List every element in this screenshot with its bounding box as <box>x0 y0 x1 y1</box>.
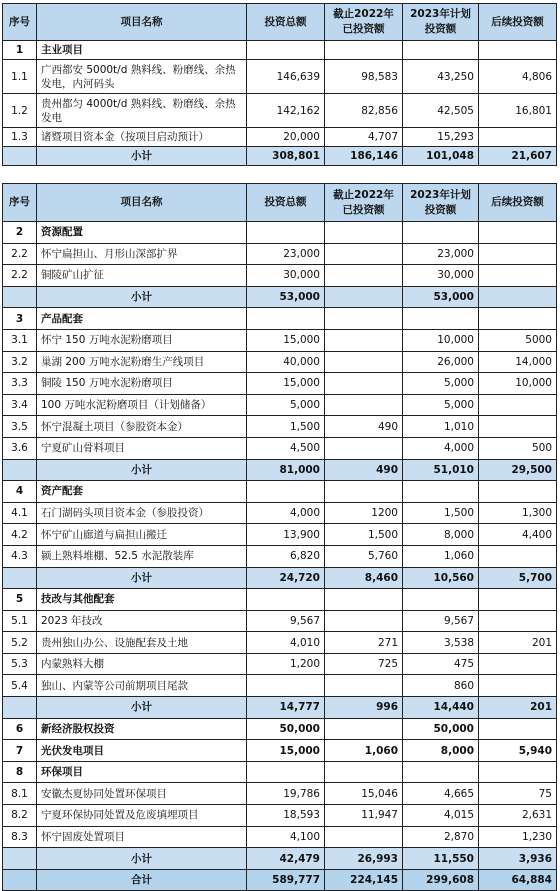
cell-planned-2023: 50,000 <box>403 718 479 740</box>
cell-invested-2022: 186,146 <box>325 147 403 166</box>
cell-invested-2022 <box>325 761 403 783</box>
cell-invested-2022 <box>325 329 403 351</box>
cell-total-investment: 15,000 <box>247 329 325 351</box>
subtotal-row <box>3 697 557 719</box>
cell-index: 4.1 <box>3 502 37 524</box>
cell-planned-2023: 4,665 <box>403 783 479 805</box>
cell-index: 6 <box>3 718 37 740</box>
cell-index: 1.1 <box>3 60 37 94</box>
cell-planned-2023: 30,000 <box>403 265 479 287</box>
cell-total-investment: 15,000 <box>247 373 325 395</box>
investment-table-main <box>2 3 557 166</box>
cell-subsequent: 4,806 <box>479 60 557 94</box>
cell-index <box>3 567 37 589</box>
cell-index: 5.4 <box>3 675 37 697</box>
cell-total-investment: 20,000 <box>247 128 325 147</box>
cell-total-investment: 23,000 <box>247 243 325 265</box>
cell-total-investment: 13,900 <box>247 524 325 546</box>
cell-planned-2023: 53,000 <box>403 286 479 308</box>
cell-invested-2022 <box>325 610 403 632</box>
total-row <box>3 869 557 891</box>
cell-index <box>3 147 37 166</box>
cell-total-investment: 142,162 <box>247 94 325 128</box>
header-row <box>3 184 557 222</box>
header-total-investment: 投资总额 <box>247 4 325 41</box>
cell-project-name: 小计 <box>37 848 247 870</box>
cell-project-name: 独山、内蒙等公司前期项目尾款 <box>37 675 247 697</box>
header-planned-2023: 2023年计划投资额 <box>403 184 479 222</box>
cell-project-name: 诸暨项目资本金（按项目启动预计） <box>37 128 247 147</box>
cell-invested-2022: 1,060 <box>325 740 403 762</box>
cell-index: 8.1 <box>3 783 37 805</box>
cell-invested-2022: 4,707 <box>325 128 403 147</box>
cell-project-name: 小计 <box>37 697 247 719</box>
cell-total-investment: 308,801 <box>247 147 325 166</box>
cell-invested-2022: 5,760 <box>325 545 403 567</box>
table-row <box>3 265 557 287</box>
cell-project-name: 小计 <box>37 459 247 481</box>
cell-project-name: 怀宁 150 万吨水泥粉磨项目 <box>37 329 247 351</box>
cell-index <box>3 286 37 308</box>
cell-total-investment: 15,000 <box>247 740 325 762</box>
cell-project-name: 怀宁固废处置项目 <box>37 826 247 848</box>
cell-invested-2022 <box>325 222 403 244</box>
cell-planned-2023: 42,505 <box>403 94 479 128</box>
cell-total-investment: 589,777 <box>247 869 325 891</box>
cell-planned-2023: 10,560 <box>403 567 479 589</box>
cell-project-name: 2023 年技改 <box>37 610 247 632</box>
cell-project-name: 内蒙熟料大棚 <box>37 653 247 675</box>
cell-invested-2022: 82,856 <box>325 94 403 128</box>
table-row <box>3 373 557 395</box>
cell-subsequent: 10,000 <box>479 373 557 395</box>
cell-subsequent: 1,230 <box>479 826 557 848</box>
cell-planned-2023: 26,000 <box>403 351 479 373</box>
header-index: 序号 <box>3 4 37 41</box>
cell-invested-2022 <box>325 373 403 395</box>
cell-subsequent <box>479 416 557 438</box>
cell-subsequent: 2,631 <box>479 805 557 827</box>
cell-project-name: 合计 <box>37 869 247 891</box>
cell-subsequent <box>479 41 557 60</box>
section-row <box>3 718 557 740</box>
cell-planned-2023: 11,550 <box>403 848 479 870</box>
subtotal-row <box>3 567 557 589</box>
table-row <box>3 545 557 567</box>
cell-subsequent: 201 <box>479 632 557 654</box>
cell-subsequent <box>479 128 557 147</box>
header-subsequent: 后续投资额 <box>479 184 557 222</box>
section-row <box>3 41 557 60</box>
cell-total-investment: 5,000 <box>247 394 325 416</box>
cell-index: 1.3 <box>3 128 37 147</box>
cell-planned-2023: 51,010 <box>403 459 479 481</box>
cell-project-name: 资产配套 <box>37 481 247 503</box>
cell-total-investment: 40,000 <box>247 351 325 373</box>
cell-project-name: 资源配置 <box>37 222 247 244</box>
cell-invested-2022 <box>325 718 403 740</box>
table-row <box>3 524 557 546</box>
cell-planned-2023: 23,000 <box>403 243 479 265</box>
subtotal-row <box>3 848 557 870</box>
cell-planned-2023: 299,608 <box>403 869 479 891</box>
cell-planned-2023: 860 <box>403 675 479 697</box>
cell-subsequent <box>479 675 557 697</box>
cell-project-name: 光伏发电项目 <box>37 740 247 762</box>
cell-project-name: 贵州都匀 4000t/d 熟料线、粉磨线、余热发电 <box>37 94 247 128</box>
cell-index: 2 <box>3 222 37 244</box>
table-row <box>3 351 557 373</box>
cell-index: 1.2 <box>3 94 37 128</box>
table-row <box>3 783 557 805</box>
cell-planned-2023: 101,048 <box>403 147 479 166</box>
cell-invested-2022 <box>325 826 403 848</box>
cell-project-name: 小计 <box>37 567 247 589</box>
table-body <box>3 222 557 891</box>
cell-subsequent: 29,500 <box>479 459 557 481</box>
cell-subsequent <box>479 308 557 330</box>
cell-invested-2022 <box>325 675 403 697</box>
cell-planned-2023: 10,000 <box>403 329 479 351</box>
cell-planned-2023 <box>403 589 479 611</box>
cell-project-name: 100 万吨水泥粉磨项目（计划储备） <box>37 394 247 416</box>
cell-total-investment: 4,100 <box>247 826 325 848</box>
cell-index: 3.3 <box>3 373 37 395</box>
cell-project-name: 宁夏环保协同处置及危废填埋项目 <box>37 805 247 827</box>
cell-index: 4 <box>3 481 37 503</box>
header-row <box>3 4 557 41</box>
cell-project-name: 铜陵矿山扩征 <box>37 265 247 287</box>
cell-invested-2022 <box>325 481 403 503</box>
cell-total-investment <box>247 41 325 60</box>
cell-index: 5.3 <box>3 653 37 675</box>
cell-total-investment <box>247 761 325 783</box>
table-row <box>3 675 557 697</box>
cell-planned-2023: 14,440 <box>403 697 479 719</box>
cell-invested-2022 <box>325 394 403 416</box>
cell-planned-2023: 5,000 <box>403 394 479 416</box>
cell-project-name: 怀宁矿山廊道与扁担山搬迁 <box>37 524 247 546</box>
cell-index: 8.3 <box>3 826 37 848</box>
cell-invested-2022: 26,993 <box>325 848 403 870</box>
cell-total-investment: 4,000 <box>247 502 325 524</box>
cell-planned-2023: 5,000 <box>403 373 479 395</box>
cell-invested-2022: 15,046 <box>325 783 403 805</box>
cell-subsequent <box>479 589 557 611</box>
cell-subsequent <box>479 761 557 783</box>
cell-total-investment: 4,500 <box>247 437 325 459</box>
cell-invested-2022 <box>325 243 403 265</box>
cell-subsequent: 75 <box>479 783 557 805</box>
cell-subsequent: 201 <box>479 697 557 719</box>
cell-project-name: 巢湖 200 万吨水泥粉磨生产线项目 <box>37 351 247 373</box>
subtotal-row <box>3 147 557 166</box>
cell-invested-2022: 11,947 <box>325 805 403 827</box>
cell-index: 8 <box>3 761 37 783</box>
cell-total-investment: 18,593 <box>247 805 325 827</box>
header-total-investment: 投资总额 <box>247 184 325 222</box>
cell-invested-2022: 725 <box>325 653 403 675</box>
cell-index: 4.3 <box>3 545 37 567</box>
cell-index <box>3 848 37 870</box>
cell-invested-2022 <box>325 437 403 459</box>
cell-project-name: 怀宁混凝土项目（参股资本金） <box>37 416 247 438</box>
cell-invested-2022 <box>325 589 403 611</box>
cell-project-name: 宁夏矿山骨料项目 <box>37 437 247 459</box>
cell-invested-2022: 490 <box>325 459 403 481</box>
cell-planned-2023 <box>403 481 479 503</box>
cell-subsequent: 4,400 <box>479 524 557 546</box>
table-row <box>3 826 557 848</box>
cell-project-name: 颍上熟料堆棚、52.5 水泥散装库 <box>37 545 247 567</box>
cell-project-name: 小计 <box>37 147 247 166</box>
table-row <box>3 416 557 438</box>
cell-invested-2022 <box>325 286 403 308</box>
table-row <box>3 502 557 524</box>
cell-index: 2.2 <box>3 265 37 287</box>
cell-invested-2022: 271 <box>325 632 403 654</box>
table-row <box>3 329 557 351</box>
cell-project-name: 广西都安 5000t/d 熟料线、粉磨线、余热发电，内河码头 <box>37 60 247 94</box>
cell-planned-2023: 43,250 <box>403 60 479 94</box>
cell-index: 5.2 <box>3 632 37 654</box>
cell-subsequent <box>479 545 557 567</box>
cell-index: 5 <box>3 589 37 611</box>
table-row <box>3 128 557 147</box>
cell-index: 1 <box>3 41 37 60</box>
cell-total-investment: 14,777 <box>247 697 325 719</box>
cell-total-investment <box>247 589 325 611</box>
table-row <box>3 94 557 128</box>
cell-index: 3.6 <box>3 437 37 459</box>
cell-planned-2023: 1,060 <box>403 545 479 567</box>
header-invested-2022: 截止2022年已投资额 <box>325 184 403 222</box>
cell-index: 3.1 <box>3 329 37 351</box>
header-index: 序号 <box>3 184 37 222</box>
cell-total-investment <box>247 308 325 330</box>
cell-total-investment: 53,000 <box>247 286 325 308</box>
cell-total-investment: 1,200 <box>247 653 325 675</box>
cell-index: 3.2 <box>3 351 37 373</box>
cell-subsequent: 21,607 <box>479 147 557 166</box>
cell-planned-2023: 9,567 <box>403 610 479 632</box>
cell-planned-2023: 4,000 <box>403 437 479 459</box>
cell-invested-2022: 996 <box>325 697 403 719</box>
table-row <box>3 437 557 459</box>
cell-planned-2023 <box>403 308 479 330</box>
cell-planned-2023: 2,870 <box>403 826 479 848</box>
table-row <box>3 632 557 654</box>
header-project-name: 项目名称 <box>37 4 247 41</box>
cell-subsequent: 16,801 <box>479 94 557 128</box>
cell-total-investment: 19,786 <box>247 783 325 805</box>
cell-project-name: 贵州独山办公、设施配套及土地 <box>37 632 247 654</box>
section-row <box>3 740 557 762</box>
cell-invested-2022: 1,500 <box>325 524 403 546</box>
cell-project-name: 石门湖码头项目资本金（参股投资） <box>37 502 247 524</box>
section-row <box>3 589 557 611</box>
cell-subsequent <box>479 610 557 632</box>
cell-planned-2023: 3,538 <box>403 632 479 654</box>
cell-project-name: 产品配套 <box>37 308 247 330</box>
cell-project-name: 环保项目 <box>37 761 247 783</box>
table-row <box>3 243 557 265</box>
header-planned-2023: 2023年计划投资额 <box>403 4 479 41</box>
cell-planned-2023: 4,015 <box>403 805 479 827</box>
subtotal-row <box>3 459 557 481</box>
cell-total-investment <box>247 675 325 697</box>
cell-project-name: 小计 <box>37 286 247 308</box>
cell-total-investment: 30,000 <box>247 265 325 287</box>
section-row <box>3 308 557 330</box>
cell-subsequent <box>479 653 557 675</box>
cell-total-investment <box>247 222 325 244</box>
cell-index: 7 <box>3 740 37 762</box>
cell-invested-2022: 224,145 <box>325 869 403 891</box>
cell-subsequent: 14,000 <box>479 351 557 373</box>
cell-invested-2022 <box>325 41 403 60</box>
cell-index: 2.2 <box>3 243 37 265</box>
cell-project-name: 技改与其他配套 <box>37 589 247 611</box>
cell-index: 4.2 <box>3 524 37 546</box>
cell-total-investment: 42,479 <box>247 848 325 870</box>
cell-subsequent <box>479 243 557 265</box>
cell-subsequent: 64,884 <box>479 869 557 891</box>
cell-invested-2022 <box>325 265 403 287</box>
cell-index: 3.4 <box>3 394 37 416</box>
section-row <box>3 761 557 783</box>
cell-subsequent: 5000 <box>479 329 557 351</box>
table-row <box>3 394 557 416</box>
cell-total-investment: 1,500 <box>247 416 325 438</box>
cell-total-investment: 24,720 <box>247 567 325 589</box>
investment-table-continued <box>2 183 557 891</box>
cell-planned-2023 <box>403 222 479 244</box>
header-project-name: 项目名称 <box>37 184 247 222</box>
cell-subsequent: 3,936 <box>479 848 557 870</box>
cell-subsequent: 1,300 <box>479 502 557 524</box>
cell-planned-2023: 1,010 <box>403 416 479 438</box>
cell-index <box>3 459 37 481</box>
cell-subsequent <box>479 222 557 244</box>
cell-planned-2023: 475 <box>403 653 479 675</box>
cell-project-name: 新经济股权投资 <box>37 718 247 740</box>
cell-subsequent: 5,700 <box>479 567 557 589</box>
cell-total-investment <box>247 481 325 503</box>
table-row <box>3 653 557 675</box>
cell-subsequent <box>479 394 557 416</box>
cell-total-investment: 81,000 <box>247 459 325 481</box>
cell-planned-2023 <box>403 761 479 783</box>
cell-total-investment: 50,000 <box>247 718 325 740</box>
cell-project-name: 主业项目 <box>37 41 247 60</box>
cell-subsequent <box>479 718 557 740</box>
table-row <box>3 60 557 94</box>
cell-planned-2023 <box>403 41 479 60</box>
table-row <box>3 610 557 632</box>
section-row <box>3 222 557 244</box>
cell-index: 5.1 <box>3 610 37 632</box>
cell-index: 3 <box>3 308 37 330</box>
cell-planned-2023: 8,000 <box>403 524 479 546</box>
cell-invested-2022: 8,460 <box>325 567 403 589</box>
cell-index: 3.5 <box>3 416 37 438</box>
cell-index <box>3 697 37 719</box>
cell-project-name: 怀宁扁担山、月形山深部扩界 <box>37 243 247 265</box>
cell-subsequent: 5,940 <box>479 740 557 762</box>
cell-planned-2023: 8,000 <box>403 740 479 762</box>
cell-subsequent <box>479 265 557 287</box>
subtotal-row <box>3 286 557 308</box>
cell-total-investment: 9,567 <box>247 610 325 632</box>
table-row <box>3 805 557 827</box>
cell-subsequent: 500 <box>479 437 557 459</box>
cell-total-investment: 146,639 <box>247 60 325 94</box>
cell-project-name: 铜陵 150 万吨水泥粉磨项目 <box>37 373 247 395</box>
cell-invested-2022: 98,583 <box>325 60 403 94</box>
header-subsequent: 后续投资额 <box>479 4 557 41</box>
cell-invested-2022: 490 <box>325 416 403 438</box>
cell-index <box>3 869 37 891</box>
header-invested-2022: 截止2022年已投资额 <box>325 4 403 41</box>
table-body <box>3 41 557 166</box>
cell-subsequent <box>479 481 557 503</box>
cell-planned-2023: 15,293 <box>403 128 479 147</box>
cell-subsequent <box>479 286 557 308</box>
cell-index: 8.2 <box>3 805 37 827</box>
cell-planned-2023: 1,500 <box>403 502 479 524</box>
cell-total-investment: 4,010 <box>247 632 325 654</box>
cell-invested-2022: 1200 <box>325 502 403 524</box>
cell-invested-2022 <box>325 351 403 373</box>
cell-total-investment: 6,820 <box>247 545 325 567</box>
section-row <box>3 481 557 503</box>
cell-invested-2022 <box>325 308 403 330</box>
cell-project-name: 安徽杰夏协同处置环保项目 <box>37 783 247 805</box>
